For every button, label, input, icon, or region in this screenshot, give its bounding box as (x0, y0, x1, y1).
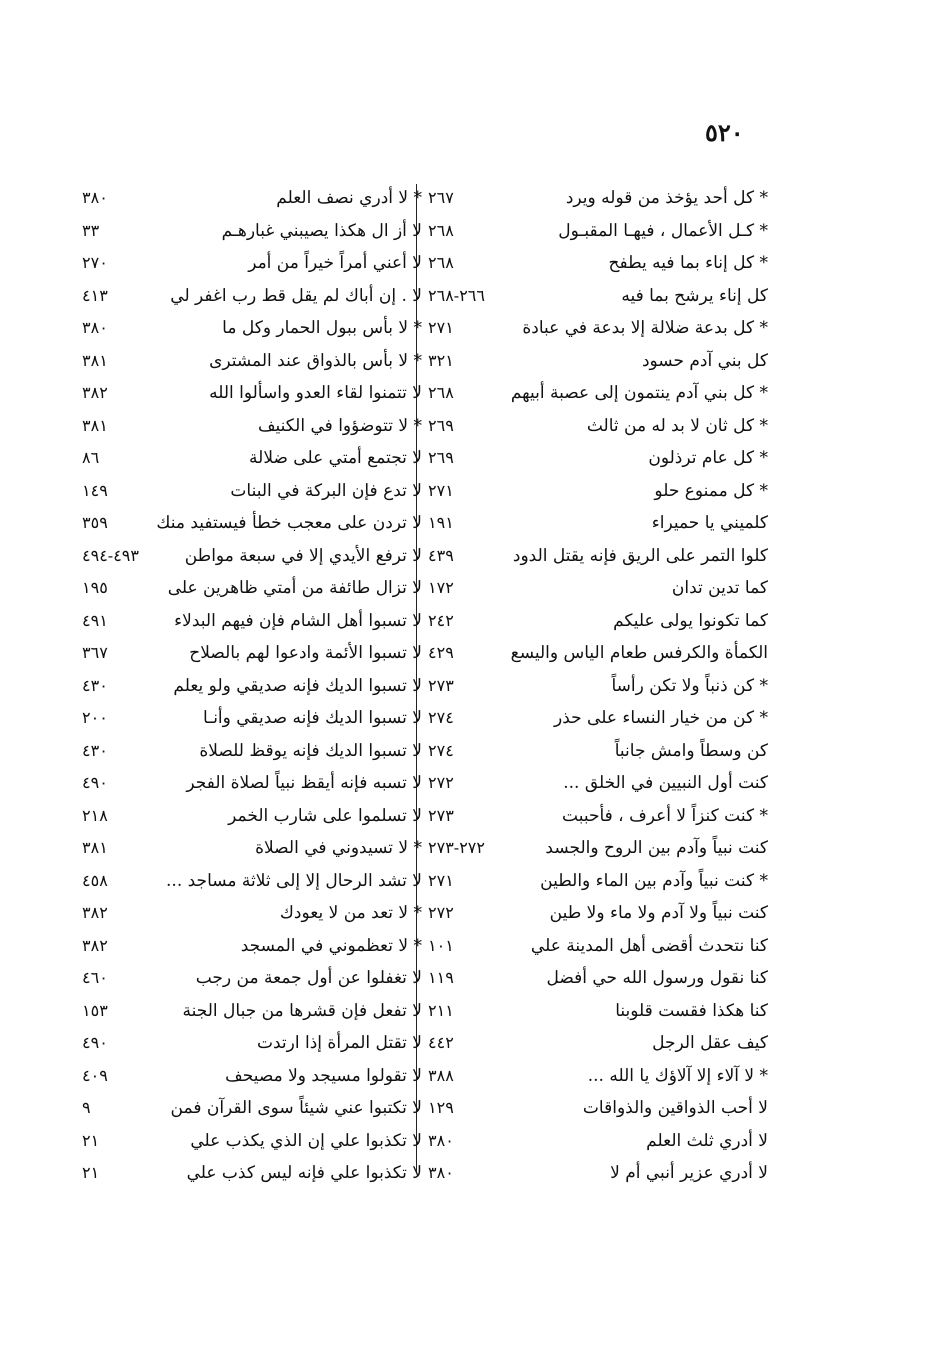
index-entry (428, 995, 768, 1028)
entry-page-number: ٨٦ (82, 448, 100, 467)
entry-text: كلوا التمر على الريق فإنه يقتل الدود (512, 545, 768, 566)
entry-page-number: ٤٠٩ (82, 1065, 108, 1085)
entry-text: لا ترفع الأيدي إلا في سبعة مواطن (184, 545, 422, 566)
entry-text: لا تردن على معجب خطأ فيستفيد منك (156, 513, 422, 533)
entry-page-number: ٢٧٢ (428, 773, 454, 792)
index-entry (82, 605, 422, 638)
index-entry (428, 735, 768, 768)
index-entry (428, 800, 768, 833)
entry-page-number: ٢٠٠ (82, 708, 108, 727)
entry-page-number: ١٩١ (428, 513, 454, 532)
index-entry (428, 442, 768, 475)
index-entry (428, 865, 768, 898)
index-entry (82, 1092, 422, 1125)
index-entry (428, 1157, 768, 1190)
entry-text: * كنت نبياً وآدم بين الماء والطين (540, 870, 768, 891)
entry-page-number: ٤٥٨ (82, 870, 108, 890)
entry-page-number: ٢٦٨ (428, 383, 454, 402)
index-entry (82, 702, 422, 735)
entry-text: * كل بدعة ضلالة إلا بدعة في عبادة (522, 318, 768, 338)
entry-text: * كل ثان لا بد له من ثالث (586, 415, 768, 436)
index-entry (82, 995, 422, 1028)
entry-text: * كن من خيار النساء على حذر (554, 708, 768, 728)
entry-text: لا تسبوا الديك فإنه يوقظ للصلاة (199, 740, 422, 761)
index-entry (82, 670, 422, 703)
entry-text: كما تكونوا يولى عليكم (613, 610, 768, 631)
index-entry (82, 767, 422, 800)
entry-page-number: ٢٧١ (428, 318, 454, 337)
index-entry (428, 1125, 768, 1158)
index-entry (428, 572, 768, 605)
entry-page-number: ١٤٩ (82, 480, 108, 500)
entry-page-number: ٢١ (82, 1163, 100, 1182)
index-entry (82, 345, 422, 378)
index-entry (82, 475, 422, 508)
index-entry (428, 540, 768, 573)
entry-page-number: ٩ (82, 1098, 91, 1117)
index-entry (82, 280, 422, 313)
entry-text: لا أدري ثلث العلم (646, 1130, 768, 1151)
entry-text: كنت نبياً ولا آدم ولا ماء ولا طين (549, 903, 768, 923)
entry-page-number: ٢٧٤ (428, 708, 454, 727)
index-entry (82, 507, 422, 540)
index-entry (428, 637, 768, 670)
entry-text: لا تسبوا الديك فإنه صديقي وأنـا (203, 708, 422, 728)
entry-page-number: ٤٦٠ (82, 968, 108, 987)
index-column-left (82, 182, 422, 1190)
entry-text: * لا بأس ببول الحمار وكل ما (222, 318, 422, 338)
index-entry (82, 572, 422, 605)
index-entry (428, 702, 768, 735)
index-entry (428, 410, 768, 443)
entry-text: * لا بأس بالذواق عند المشترى (209, 350, 422, 371)
entry-text: * كل عام ترذلون (648, 448, 768, 468)
index-entry (82, 865, 422, 898)
entry-page-number: ٤٤٢ (428, 1033, 454, 1052)
entry-page-number: ٣٨١ (82, 838, 108, 857)
entry-text: * كـل الأعمال ، فيهـا المقبـول (558, 220, 768, 241)
index-entry (428, 215, 768, 248)
entry-text: كنت أول النبيين في الخلق ... (563, 773, 768, 793)
entry-text: كنا نقول ورسول الله حي أفضل (546, 968, 768, 988)
entry-text: * كل أحد يؤخذ من قوله ويرد (565, 188, 768, 208)
index-entry (428, 767, 768, 800)
entry-page-number: ٢٧٢-٢٧٣ (428, 838, 485, 857)
entry-text: لا أعني أمراً خيراً من أمر (248, 253, 422, 273)
entry-text: كل بني آدم حسود (641, 350, 768, 371)
entry-text: لا . إن أباك لم يقل قط رب اغفر لي (170, 285, 422, 306)
index-entry (428, 312, 768, 345)
entry-text: * لا تتوضؤوا في الكنيف (257, 415, 422, 436)
index-entry (82, 377, 422, 410)
entry-text: لا تكتبوا عني شيئاً سوى القرآن فمن (170, 1098, 422, 1118)
index-entry (428, 345, 768, 378)
entry-page-number: ٣٣ (82, 220, 100, 240)
entry-page-number: ٤٣٠ (82, 675, 108, 695)
entry-page-number: ٣٨٢ (82, 383, 108, 402)
entry-page-number: ٢١٨ (82, 805, 108, 825)
entry-page-number: ٤٢٩ (428, 643, 454, 662)
entry-page-number: ٢٧٣ (428, 805, 454, 825)
entry-text: * كن ذنباً ولا تكن رأساً (611, 675, 768, 696)
entry-page-number: ٢٤٢ (428, 610, 454, 630)
index-entry (428, 182, 768, 215)
entry-text: كن وسطاً وامش جانباً (614, 740, 768, 761)
index-entry (428, 897, 768, 930)
entry-text: لا أز ال هكذا يصيبني غبارهـم (221, 220, 422, 241)
entry-text: الكمأة والكرفس طعام الياس واليسع (510, 643, 768, 663)
index-entry (82, 735, 422, 768)
entry-page-number: ١٧٢ (428, 578, 454, 597)
entry-text: كنا نتحدث أقضى أهل المدينة علي (530, 935, 768, 956)
index-entry (428, 1060, 768, 1093)
entry-text: لا تشد الرحال إلا إلى ثلاثة مساجد ... (166, 870, 422, 891)
entry-text: * كل بني آدم ينتمون إلى عصبة أبيهم (510, 383, 768, 403)
entry-text: * كل ممنوع حلو (654, 480, 768, 501)
index-entry (82, 215, 422, 248)
entry-text: لا تقولوا مسيجد ولا مصيحف (225, 1065, 422, 1086)
index-entry (428, 1027, 768, 1060)
entry-page-number: ٢١١ (428, 1000, 454, 1020)
entry-text: لا تسلموا على شارب الخمر (228, 805, 422, 826)
entry-page-number: ١١٩ (428, 968, 454, 987)
entry-page-number: ٣٢١ (428, 350, 454, 370)
index-entry (82, 442, 422, 475)
entry-text: * كل إناء بما فيه يطفح (608, 253, 768, 273)
entry-page-number: ١٩٥ (82, 578, 108, 597)
index-entry (82, 930, 422, 963)
entry-text: لا تكذبوا علي فإنه ليس كذب علي (186, 1163, 422, 1183)
index-entry (428, 377, 768, 410)
entry-text: كنت نبياً وآدم بين الروح والجسد (545, 838, 768, 858)
index-entry (82, 897, 422, 930)
entry-text: * لا أدري نصف العلم (276, 188, 422, 208)
entry-text: لا أدري عزير أنبي أم لا (610, 1163, 768, 1183)
index-entry (82, 410, 422, 443)
entry-text: لا تسبوا الأئمة وادعوا لهم بالصلاح (189, 643, 422, 663)
entry-page-number: ٢٦٩ (428, 415, 454, 435)
entry-text: لا تسبوا الديك فإنه صديقي ولو يعلم (173, 675, 422, 696)
index-entry (428, 280, 768, 313)
entry-text: لا تكذبوا علي إن الذي يكذب علي (190, 1130, 422, 1151)
entry-text: * لا تعظموني في المسجد (240, 935, 422, 956)
entry-text: لا تقتل المرأة إذا ارتدت (257, 1033, 422, 1053)
index-entry (82, 832, 422, 865)
page-number: ٥٢٠ (705, 118, 744, 147)
entry-page-number: ١٢٩ (428, 1098, 454, 1117)
index-entry (428, 930, 768, 963)
entry-page-number: ٤٩٣-٤٩٤ (82, 545, 139, 565)
entry-page-number: ٤٣٠ (82, 740, 108, 760)
entry-page-number: ٢٧١ (428, 870, 454, 890)
entry-page-number: ٢٧٢ (428, 903, 454, 922)
index-entry (82, 312, 422, 345)
entry-text: لا تتمنوا لقاء العدو واسألوا الله (209, 383, 422, 403)
index-entry (82, 1125, 422, 1158)
entry-page-number: ٢٦٨ (428, 253, 454, 272)
index-entry (82, 182, 422, 215)
entry-page-number: ٢١ (82, 1130, 100, 1150)
entry-text: لا تغفلوا عن أول جمعة من رجب (195, 968, 422, 988)
entry-page-number: ٣٦٧ (82, 643, 108, 662)
entry-page-number: ٢٦٦-٢٦٨ (428, 285, 485, 305)
entry-page-number: ١٥٣ (82, 1000, 108, 1020)
entry-page-number: ٣٨١ (82, 350, 108, 370)
index-entry (428, 507, 768, 540)
entry-page-number: ٢٧٤ (428, 740, 454, 760)
entry-page-number: ٢٧٣ (428, 675, 454, 695)
entry-page-number: ٤٩٠ (82, 1033, 108, 1052)
entry-page-number: ٢٦٨ (428, 220, 454, 240)
entry-text: لا تسبه فإنه أيقظ نبياً لصلاة الفجر (186, 773, 422, 793)
index-entry (82, 1027, 422, 1060)
entry-page-number: ٣٨٢ (82, 935, 108, 955)
entry-text: كل إناء يرشح بما فيه (621, 285, 768, 306)
index-entry (82, 247, 422, 280)
index-entry (428, 475, 768, 508)
index-entry (82, 637, 422, 670)
entry-text: كما تدين تدان (671, 578, 768, 598)
entry-text: لا تفعل فإن قشرها من جبال الجنة (182, 1000, 422, 1021)
entry-text: * لا تعد من لا يعودك (279, 903, 422, 923)
entry-text: * لا تسيدوني في الصلاة (255, 838, 422, 858)
index-entry (82, 540, 422, 573)
index-entry (428, 670, 768, 703)
entry-page-number: ٣٨٠ (428, 1163, 454, 1182)
entry-text: كنا هكذا فقست قلوبنا (615, 1000, 768, 1021)
entry-page-number: ٢٧٠ (82, 253, 108, 272)
entry-page-number: ٤٣٩ (428, 545, 454, 565)
index-entry (82, 962, 422, 995)
index-entry (82, 1157, 422, 1190)
entry-page-number: ٣٥٩ (82, 513, 108, 532)
index-entry (82, 1060, 422, 1093)
index-entry (428, 832, 768, 865)
entry-text: كيف عقل الرجل (652, 1033, 768, 1053)
entry-text: لا تدع فإن البركة في البنات (230, 480, 422, 501)
entry-page-number: ٣٨٠ (82, 188, 108, 207)
entry-page-number: ٢٧١ (428, 480, 454, 500)
entry-text: لا تجتمع أمتي على ضلالة (249, 448, 422, 468)
entry-text: * كنت كنزاً لا أعرف ، فأحببت (562, 805, 768, 826)
index-column-right (428, 182, 768, 1190)
index-entry (82, 800, 422, 833)
entry-page-number: ٤٩١ (82, 610, 108, 630)
entry-page-number: ١٠١ (428, 935, 454, 955)
entry-page-number: ٣٨٢ (82, 903, 108, 922)
entry-text: كلميني يا حميراء (651, 513, 768, 533)
entry-page-number: ٣٨٨ (428, 1065, 454, 1085)
entry-text: لا أحب الذواقين والذواقات (582, 1098, 768, 1118)
entry-page-number: ٣٨٠ (82, 318, 108, 337)
entry-page-number: ٣٨١ (82, 415, 108, 435)
entry-page-number: ٣٨٠ (428, 1130, 454, 1150)
index-entry (428, 1092, 768, 1125)
entry-text: * لا آلاء إلا آلاؤك يا الله ... (587, 1065, 768, 1086)
index-entry (428, 962, 768, 995)
entry-text: لا تزال طائفة من أمتي ظاهرين على (167, 578, 422, 598)
entry-page-number: ٢٦٧ (428, 188, 454, 207)
entry-page-number: ٢٦٩ (428, 448, 454, 467)
index-entry (428, 605, 768, 638)
entry-page-number: ٤٩٠ (82, 773, 108, 792)
entry-text: لا تسبوا أهل الشام فإن فيهم البدلاء (174, 610, 422, 631)
entry-page-number: ٤١٣ (82, 285, 108, 305)
index-entry (428, 247, 768, 280)
